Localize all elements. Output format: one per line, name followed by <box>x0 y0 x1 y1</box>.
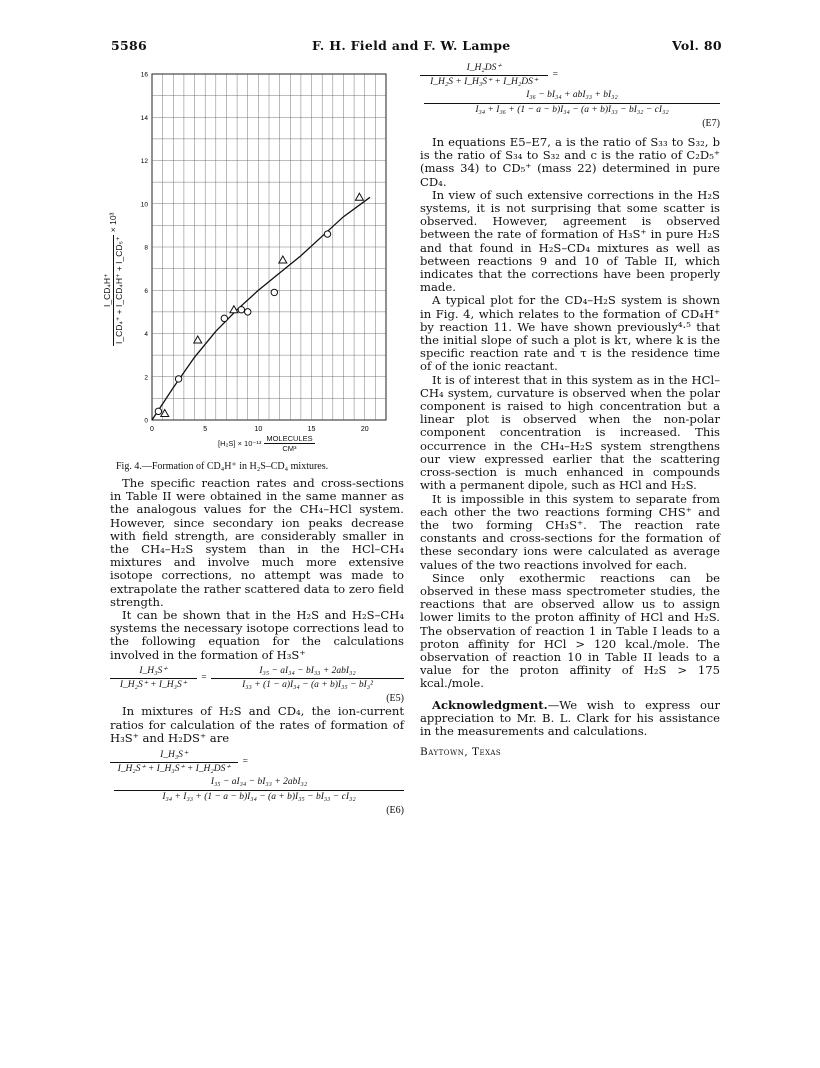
data-point-circle <box>324 231 330 237</box>
e6-lhs-numerator: I_H₃S⁺ <box>110 749 238 763</box>
data-point-triangle <box>355 193 363 200</box>
x-axis-label-unit-numerator: MOLECULES <box>266 434 313 443</box>
equals-sign: = <box>242 757 249 768</box>
data-point-circle <box>245 309 251 315</box>
running-authors: F. H. Field and F. W. Lampe <box>312 38 511 53</box>
e7-lhs-numerator: I_H₂DS⁺ <box>420 62 548 76</box>
e5-rhs-denominator: I₃₃ + (1 − a)I₃₄ − (a + b)I₃₅ − bI₃² <box>242 680 373 691</box>
e6-label: (E6) <box>386 804 404 816</box>
right-paragraph-2: In view of such extensive corrections in the H₂S systems, it is not surprising that some scatter is observed. However, agreement is observed between the rate of formation of H₃S⁺ in pure H₂S and that found in H₂S–CD₄ mixtures as well as between reactions 9 and 10 of Table II, which indicates that the corrections have been properly made. <box>420 187 720 295</box>
acknowledgment <box>420 699 720 739</box>
data-point-circle <box>175 376 181 382</box>
x-tick-label: 15 <box>307 426 316 433</box>
equation-e7 <box>420 62 720 130</box>
e6-lhs-denominator: I_H₂S⁺ + I_H₃S⁺ + I_H₂DS⁺ <box>117 764 231 775</box>
e7-label: (E7) <box>702 117 720 129</box>
y-axis-label-scale: × 10³ <box>107 212 118 233</box>
data-point-circle <box>238 307 244 313</box>
data-point-circle <box>221 315 227 321</box>
affiliation-place: Baytown, Texas <box>420 746 502 759</box>
y-tick-label: 10 <box>140 201 148 209</box>
right-paragraph-6: Since only exothermic reactions can be observed in these mass spectrometer studies, the reactions that are observed allow us to assign lower limits to the proton affinity of HCl and H₂S. The observation of reaction 1 in Table I leads to a proton affinity for HCl > 120 kcal./mole. The observation of reaction 10 in Table II leads to a value for the proton affinity of H₂S > 175 kcal./mole. <box>420 570 720 691</box>
equation-e5 <box>110 665 404 706</box>
y-axis-label-numerator: I_CD₄H⁺ <box>102 235 114 346</box>
data-point-circle <box>155 408 161 414</box>
y-tick-label: 8 <box>144 244 148 252</box>
x-tick-label: 10 <box>254 426 263 433</box>
x-axis-label-concentration: [H₂S] × 10⁻¹³ <box>218 439 262 448</box>
e7-rhs-denominator: I₃₄ + I₃₆ + (1 − a − b)I₃₄ − (a + b)I₃₃ − bI₃₂ − cI₃₂ <box>475 104 669 115</box>
y-tick-label: 12 <box>140 158 148 165</box>
data-point-triangle <box>279 256 287 263</box>
fitted-curve <box>152 197 370 420</box>
equation-e6 <box>110 749 404 817</box>
e5-rhs-numerator: I₃₅ − aI₃₄ − bI₃₃ + 2abI₃₂ <box>211 665 404 679</box>
acknowledgment-text: —We wish to express our appreciation to Mr. B. L. Clark for his assistance in the measurements and calculations. <box>420 697 720 738</box>
y-tick-label: 14 <box>140 114 148 122</box>
equals-sign: = <box>200 672 208 683</box>
left-paragraph-1: The specific reaction rates and cross-sections in Table II were obtained in the same manner as the analogous values for the CH₄–HCl system. However, since secondary ion peaks decrease with field strength, are considerably smaller in the CH₄–H₂S system than in the HCl–CH₄ mixtures and involve much more extensive isotope corrections, no attempt was made to extrapolate the rather scattered data to zero field strength. <box>110 476 404 609</box>
y-axis-label-denominator: I_CD₄⁺ + I_CD₄H⁺ + I_CD₅⁺ <box>114 236 124 344</box>
left-column <box>110 477 404 817</box>
x-tick-label: 5 <box>203 426 208 433</box>
page-number: 5586 <box>111 38 147 53</box>
e6-rhs-numerator: I₃₅ − aI₃₄ − bI₃₃ + 2abI₃₂ <box>114 776 404 790</box>
right-paragraph-4: It is of interest that in this system as in the HCl–CH₄ system, curvature is observed when the polar component is raised to high concentration but a linear plot is observed when the non-polar component concentration is increased. This occurrence in the CH₄–H₂S system strengthens our view expressed earlier that the scattering cross-section is much enhanced in compounds with a permanent dipole, such as HCl and H₂S. <box>420 372 720 493</box>
y-tick-label: 16 <box>140 71 148 79</box>
x-tick-label: 0 <box>150 426 154 433</box>
y-axis-label <box>102 146 125 346</box>
equals-sign: = <box>552 70 559 81</box>
x-axis-label-unit-denominator: CM³ <box>282 444 297 453</box>
right-paragraph-3: A typical plot for the CD₄–H₂S system is shown in Fig. 4, which relates to the formation of CD₄H⁺ by reaction 11. We have shown previously⁴·⁵ that the initial slope of such a plot is kτ, where k is the specific reaction rate and τ is the residence time of of the ionic reactant. <box>420 293 720 374</box>
left-paragraph-2: It can be shown that in the H₂S and H₂S–CH₄ systems the necessary isotope corrections lead to the following equation for the calculations involved in the formation of H₃S⁺ <box>110 608 404 662</box>
y-tick-label: 6 <box>144 287 148 295</box>
e7-rhs-numerator: I₃₆ − bI₃₄ + abI₃₃ + bI₃₂ <box>424 89 720 103</box>
x-axis-label <box>218 434 315 453</box>
right-paragraph-1: In equations E5–E7, a is the ratio of S₃₃ to S₃₂, b is the ratio of S₃₄ to S₃₂ and c is the ratio of C₂D₅⁺ (mass 34) to CD₅⁺ (mass 22) determined in pure CD₄. <box>420 135 720 189</box>
acknowledgment-heading: Acknowledgment. <box>432 697 548 712</box>
y-tick-label: 2 <box>144 374 148 382</box>
e7-lhs-denominator: I_H₂S + I_H₃S⁺ + I_H₂DS⁺ <box>430 77 538 88</box>
y-tick-label: 0 <box>144 417 148 425</box>
volume-label: Vol. 80 <box>672 38 722 53</box>
right-column <box>420 62 720 759</box>
data-point-circle <box>271 289 277 295</box>
left-paragraph-3: In mixtures of H₂S and CD₄, the ion-current ratios for calculation of the rates of formation of H₃S⁺ and H₂DS⁺ are <box>110 704 404 745</box>
figure-caption: Fig. 4.—Formation of CD₄H⁺ in H₂S–CD₄ mixtures. <box>116 461 329 472</box>
x-tick-label: 20 <box>360 426 369 433</box>
right-paragraph-5: It is impossible in this system to separate from each other the two reactions forming CHS⁺ and the two forming CH₃S⁺. The reaction rate constants and cross-sections for the formation of these secondary ions were calculated as average values of the two reactions involved for each. <box>420 491 720 572</box>
y-tick-label: 4 <box>144 331 148 338</box>
e5-label: (E5) <box>386 693 404 705</box>
e6-rhs-denominator: I₃₄ + I₃₃ + (1 − a − b)I₃₄ − (a + b)I₃₅ − bI₃₃ − cI₃₂ <box>162 791 356 802</box>
e5-lhs-denominator: I_H₂S⁺ + I_H₃S⁺ <box>119 680 187 691</box>
data-point-triangle <box>194 336 202 343</box>
e5-lhs-numerator: I_H₃S⁺ <box>110 665 197 679</box>
figure-4 <box>102 66 400 458</box>
